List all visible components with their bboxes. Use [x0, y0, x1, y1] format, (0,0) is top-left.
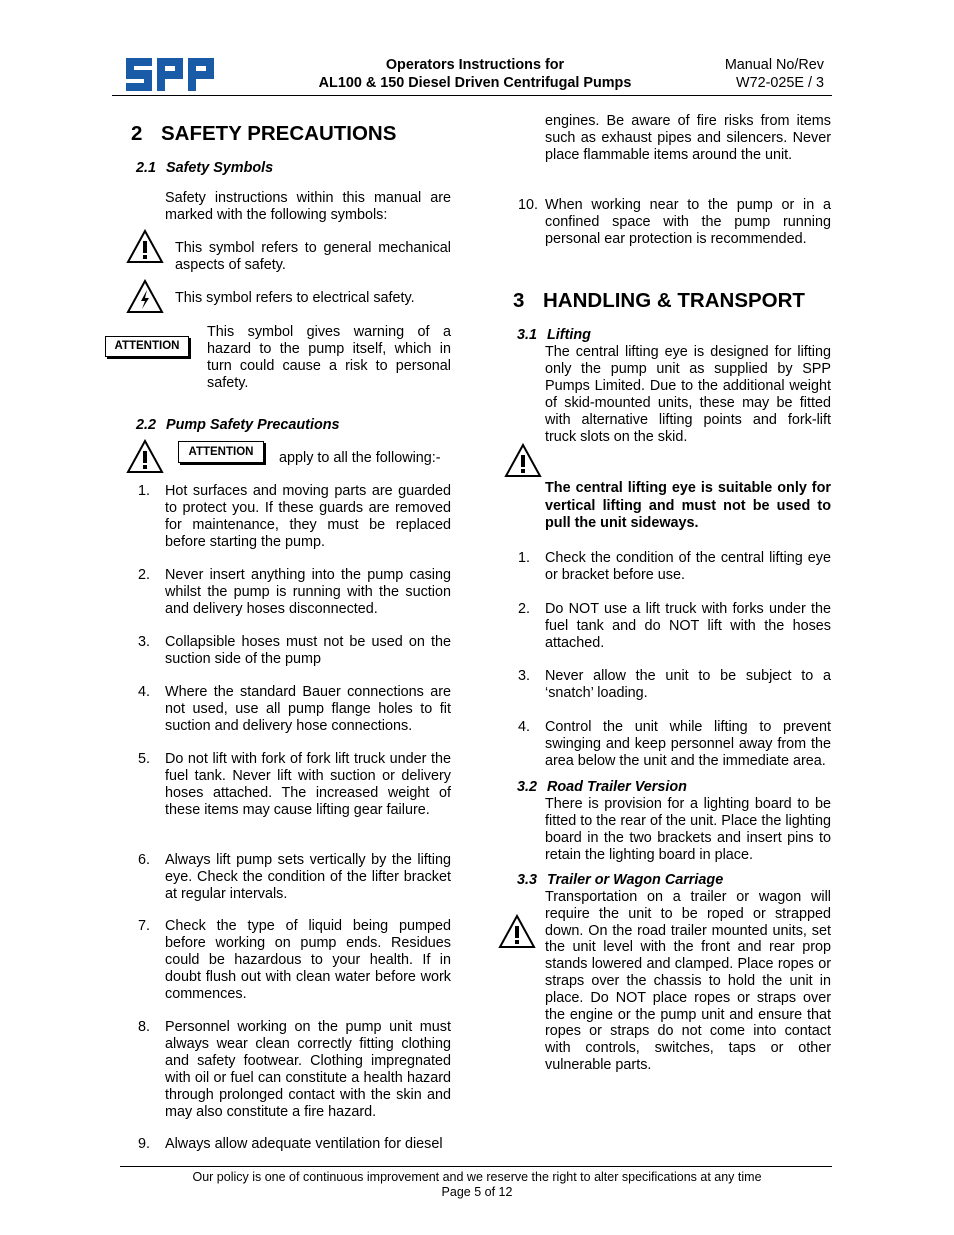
subsection-3-3-number: 3.3 — [517, 872, 538, 888]
subsection-3-3-heading — [517, 872, 723, 889]
warning-exclamation-icon — [498, 914, 536, 949]
safety-symbols-intro: Safety instructions within this manual are marked with the following symbols: — [165, 190, 451, 223]
document-title-line2: AL100 & 150 Diesel Driven Centrifugal Pumps — [318, 75, 632, 91]
list-item-text: Personnel working on the pump unit must always wear clean correctly fitting clothing and safety footwear. Clothing impregnated with oil or fuel can constitute a health hazard through prolonged contact with the skin and may also constitute a fire hazard. — [165, 1019, 451, 1120]
page-footer — [120, 1170, 834, 1200]
subsection-3-1-number: 3.1 — [517, 327, 538, 343]
list-item-text: Check the type of liquid being pumped before working on pump ends. Residues could be hazardous to your health. If in doubt flush out with clean water before work commences. — [165, 918, 451, 1002]
subsection-2-1-title: Safety Symbols — [166, 160, 274, 176]
list-item-number: 6. — [137, 852, 150, 868]
list-item-number: 4. — [517, 719, 530, 735]
list-item-continuation: engines. Be aware of fire risks from items such as exhaust pipes and silencers. Never place flammable items around the unit. — [545, 113, 831, 163]
list-item-text: Always lift pump sets vertically by the lifting eye. Check the condition of the lifter bracket at regular intervals. — [165, 852, 451, 902]
subsection-3-1-heading — [517, 327, 591, 344]
symbol-mechanical-text: This symbol refers to general mechanical aspects of safety. — [175, 240, 451, 273]
road-trailer-text: There is provision for a lighting board to be fitted to the rear of the unit. Place the lighting board in the two brackets and insert pins to retain the lighting board in place. — [545, 796, 831, 863]
warning-exclamation-icon — [126, 439, 164, 474]
attention-label: ATTENTION — [105, 336, 189, 357]
document-title-line1: Operators Instructions for — [385, 57, 565, 73]
manual-number: W72-025E / 3 — [736, 75, 824, 91]
list-item-number: 10. — [517, 197, 538, 213]
subsection-2-2-number: 2.2 — [136, 417, 157, 433]
subsection-3-2-number: 3.2 — [517, 779, 538, 795]
subsection-3-3-title: Trailer or Wagon Carriage — [547, 872, 724, 888]
document-title — [260, 56, 690, 92]
lifting-warning-text: The central lifting eye is suitable only for vertical lifting and must not be used to pull the unit sideways. — [545, 480, 831, 531]
section-2-number: 2 — [131, 122, 143, 145]
manual-label: Manual No/Rev — [724, 57, 824, 73]
subsection-2-1-number: 2.1 — [136, 160, 157, 176]
list-item-number: 1. — [137, 483, 150, 499]
section-3-title: HANDLING & TRANSPORT — [543, 289, 805, 312]
list-item-number: 9. — [137, 1136, 150, 1152]
subsection-3-1-title: Lifting — [547, 327, 591, 343]
list-item-text: Collapsible hoses must not be used on the suction side of the pump — [165, 634, 451, 667]
list-item-number: 4. — [137, 684, 150, 700]
subsection-3-2-title: Road Trailer Version — [547, 779, 687, 795]
list-item-number: 2. — [517, 601, 530, 617]
subsection-2-2-heading — [136, 417, 340, 434]
list-item-text: Where the standard Bauer connections are not used, use all pump flange holes to fit suction and delivery hose connections. — [165, 684, 451, 734]
list-item-text: When working near to the pump or in a confined space with the pump running personal ear protection is recommended. — [545, 197, 831, 247]
list-item-text: Do NOT use a lift truck with forks under the fuel tank and do NOT lift with the hoses attached. — [545, 601, 831, 651]
subsection-2-1-heading — [136, 160, 273, 177]
list-item-text: Do not lift with fork of fork lift truck under the fuel tank. Never lift with suction or delivery hoses attached. The increased weight of these items may cause lifting gear failure. — [165, 751, 451, 818]
list-item-number: 7. — [137, 918, 150, 934]
manual-number-block — [700, 56, 824, 92]
page-number: Page 5 of 12 — [441, 1185, 513, 1199]
section-2-title: SAFETY PRECAUTIONS — [161, 122, 397, 145]
list-item-number: 3. — [517, 668, 530, 684]
list-item-number: 3. — [137, 634, 150, 650]
list-item-text: Always allow adequate ventilation for diesel — [165, 1136, 443, 1152]
footer-rule — [120, 1166, 832, 1167]
symbol-attention-text: This symbol gives warning of a hazard to the pump itself, which in turn could cause a risk to personal safety. — [207, 324, 451, 391]
lifting-text: The central lifting eye is designed for lifting only the pump unit as supplied by SPP Pumps Limited. Due to the additional weight of skid-mounted units, these may be fitted with alternative lifting points and fork-lift truck slots on the skid. — [545, 344, 831, 445]
header-rule — [112, 95, 832, 96]
list-item-text: Never insert anything into the pump casing whilst the pump is running with the suction and delivery hoses disconnected. — [165, 567, 451, 617]
subsection-2-2-title: Pump Safety Precautions — [166, 417, 340, 433]
electrical-hazard-icon — [126, 279, 164, 314]
subsection-3-2-heading — [517, 779, 687, 796]
warning-exclamation-icon — [126, 229, 164, 264]
spp-logo — [126, 58, 214, 91]
attention-label: ATTENTION — [178, 441, 264, 463]
symbol-electrical-text: This symbol refers to electrical safety. — [175, 290, 415, 306]
section-3-heading — [513, 289, 805, 313]
section-2-heading — [131, 122, 396, 146]
section-3-number: 3 — [513, 289, 525, 312]
list-item-number: 2. — [137, 567, 150, 583]
list-item-text: Check the condition of the central lifting eye or bracket before use. — [545, 550, 831, 583]
list-item-text: Control the unit while lifting to prevent swinging and keep personnel away from the area below the unit and the immediate area. — [545, 719, 831, 769]
list-item-number: 1. — [517, 550, 530, 566]
warning-exclamation-icon — [504, 443, 542, 478]
precautions-lead-text: apply to all the following:- — [279, 450, 441, 466]
list-item-text: Hot surfaces and moving parts are guarded to protect you. If these guards are removed for maintenance, they must be replaced before starting the pump. — [165, 483, 451, 550]
list-item-text: Never allow the unit to be subject to a ‘snatch’ loading. — [545, 668, 831, 701]
list-item-number: 5. — [137, 751, 150, 767]
list-item-number: 8. — [137, 1019, 150, 1035]
trailer-carriage-text: Transportation on a trailer or wagon will require the unit to be roped or strapped down. On the road trailer mounted units, set the unit level with the front and rear prop stands lowered and clamped. Place ropes or straps over the chassis to hold the unit in place. Do NOT place ropes or straps over the engine or the pump unit and ensure that ropes or straps do not come into contact with controls, switches, taps or other vulnerable parts. — [545, 889, 831, 1073]
footer-policy: Our policy is one of continuous improvement and we reserve the right to alter specifications at any time — [192, 1170, 762, 1184]
